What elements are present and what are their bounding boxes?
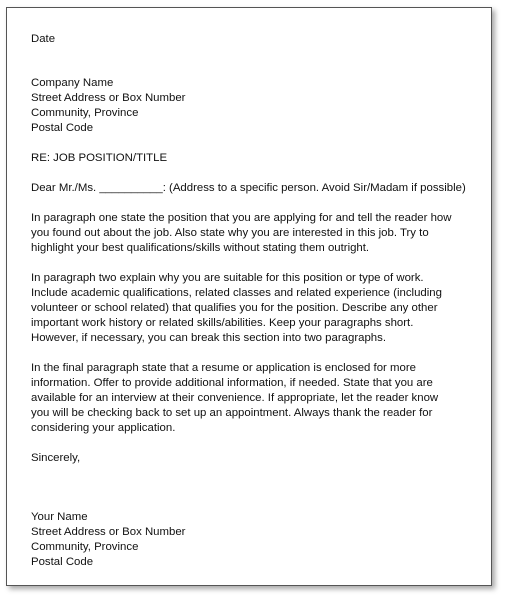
paragraph-line: considering your application. [31,422,176,434]
recipient-community: Community, Province [31,107,139,119]
sender-address [31,510,479,570]
spacer [31,346,479,361]
cover-letter-template [31,32,479,570]
paragraph-line: highlight your best qualifications/skills without stating them outright. [31,242,370,254]
letter-page [6,7,492,586]
paragraph-line: available for an interview at their convenience. If appropriate, let the reader know [31,392,439,404]
paragraph-line: important work history or related skills/abilities. Keep your paragraphs short. [31,317,414,329]
recipient-company: Company Name [31,77,114,89]
sender-community: Community, Province [31,541,139,553]
recipient-street: Street Address or Box Number [31,92,186,104]
spacer [31,256,479,271]
spacer [31,47,479,76]
paragraph-line: volunteer or school related) that qualifies you for the position. Describe any other [31,302,438,314]
sender-name: Your Name [31,511,88,523]
paragraph-line: However, if necessary, you can break this section into two paragraphs. [31,332,386,344]
re-line: RE: JOB POSITION/TITLE [31,152,168,164]
sender-street: Street Address or Box Number [31,526,186,538]
recipient-address [31,76,479,136]
salutation: Dear Mr./Ms. __________: (Address to a specific person. Avoid Sir/Madam if possible) [31,182,466,194]
spacer [31,436,479,451]
paragraph-line: you found out about the job. Also state why you are interested in this job. Try to [31,227,429,239]
paragraph-two [31,271,479,346]
paragraph-line: you will be checking back to set up an appointment. Always thank the reader for [31,407,433,419]
date-line: Date [31,33,56,45]
spacer [31,196,479,211]
spacer [31,166,479,181]
paragraph-line: In the final paragraph state that a resume or application is enclosed for more [31,362,416,374]
spacer [31,136,479,151]
paragraph-one [31,211,479,256]
recipient-postal: Postal Code [31,122,94,134]
paragraph-line: information. Offer to provide additional information, if needed. State that you are [31,377,433,389]
paragraph-line: Include academic qualifications, related classes and related experience (including [31,287,442,299]
sender-postal: Postal Code [31,556,94,568]
signature-space [31,466,479,510]
paragraph-line: In paragraph one state the position that you are applying for and tell the reader how [31,212,452,224]
paragraph-line: In paragraph two explain why you are suitable for this position or type of work. [31,272,424,284]
paragraph-three [31,361,479,436]
closing: Sincerely, [31,452,81,464]
